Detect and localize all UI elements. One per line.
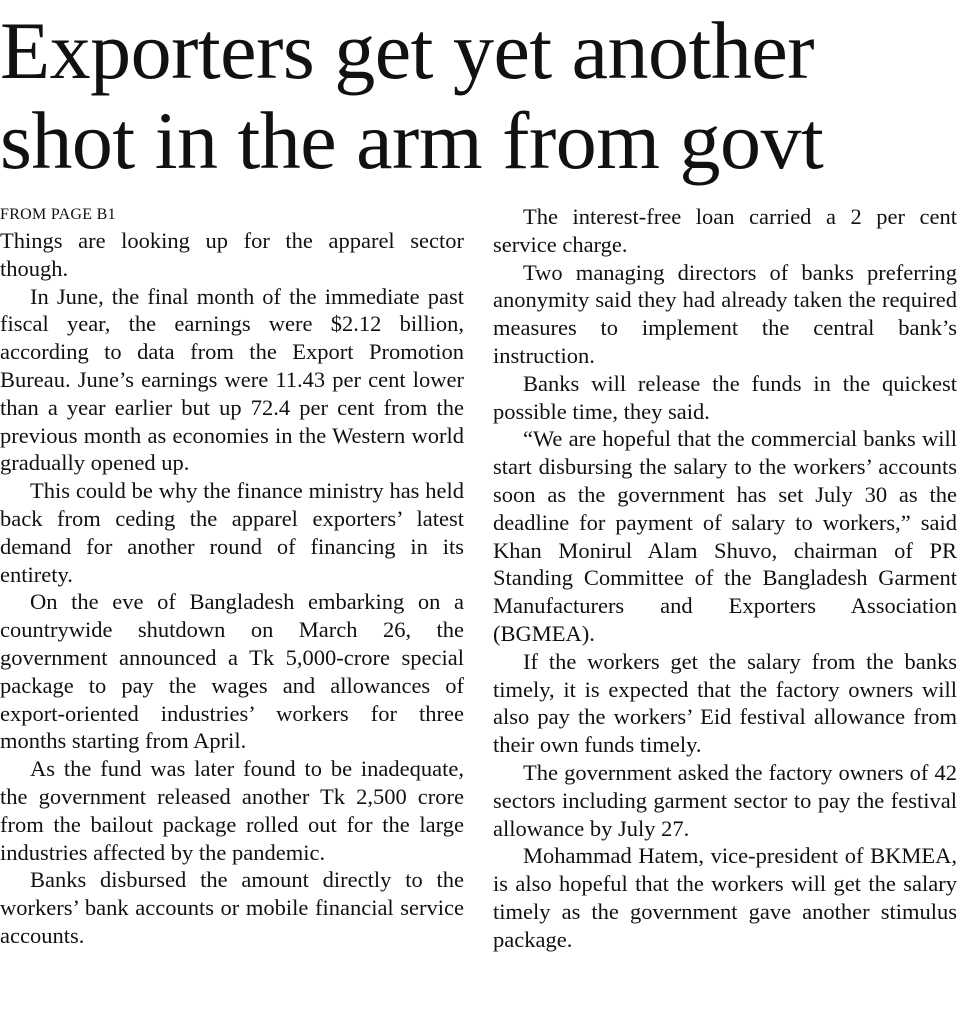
headline-line-1: Exporters get yet another (0, 5, 815, 96)
paragraph: Things are looking up for the apparel sector though. (0, 228, 464, 281)
jump-line: FROM PAGE B1 (0, 206, 116, 223)
paragraph: On the eve of Bangladesh embarking on a countrywide shutdown on March 26, the government announced a Tk 5,000-crore special package to pay the wages and allowances of export-oriented industries’ workers for three months starting from April. (0, 589, 464, 754)
paragraph: “We are hopeful that the commercial banks will start disbursing the salary to the workers’ accounts soon as the government has set July 30 as the deadline for payment of salary to workers,” said Khan Monirul Alam Shuvo, chairman of PR Standing Committee of the Bangladesh Garment Manufacturers and Exporters Association (BGMEA). (493, 426, 957, 646)
paragraph: If the workers get the salary from the banks timely, it is expected that the factory owners will also pay the workers’ Eid festival allowance from their own funds timely. (493, 648, 957, 758)
paragraph: Mohammad Hatem, vice-president of BKMEA, is also hopeful that the workers will get the salary timely as the government gave another stimulus package. (493, 843, 957, 952)
paragraph: As the fund was later found to be inadequate, the government released another Tk 2,500 crore from the bailout package rolled out for the large industries affected by the pandemic. (0, 756, 464, 865)
paragraph: This could be why the finance ministry has held back from ceding the apparel exporters’ latest demand for another round of financing in its entirety. (0, 478, 464, 587)
left-column (0, 203, 464, 950)
paragraph: Two managing directors of banks preferring anonymity said they had already taken the required measures to implement the central bank’s instruction. (493, 259, 957, 368)
right-column (493, 203, 957, 954)
headline-line-2: shot in the arm from govt (0, 95, 824, 186)
headline (0, 6, 957, 186)
paragraph: In June, the final month of the immediate past fiscal year, the earnings were $2.12 billion, according to data from the Export Promotion Bureau. June’s earnings were 11.43 per cent lower than a year earlier but up 72.4 per cent from the previous month as economies in the Western world gradually opened up. (0, 283, 464, 476)
paragraph: Banks disbursed the amount directly to the workers’ bank accounts or mobile financial service accounts. (0, 867, 464, 948)
paragraph: The interest-free loan carried a 2 per cent service charge. (493, 204, 957, 257)
paragraph: The government asked the factory owners of 42 sectors including garment sector to pay the festival allowance by July 27. (493, 759, 957, 841)
paragraph: Banks will release the funds in the quickest possible time, they said. (493, 370, 957, 424)
